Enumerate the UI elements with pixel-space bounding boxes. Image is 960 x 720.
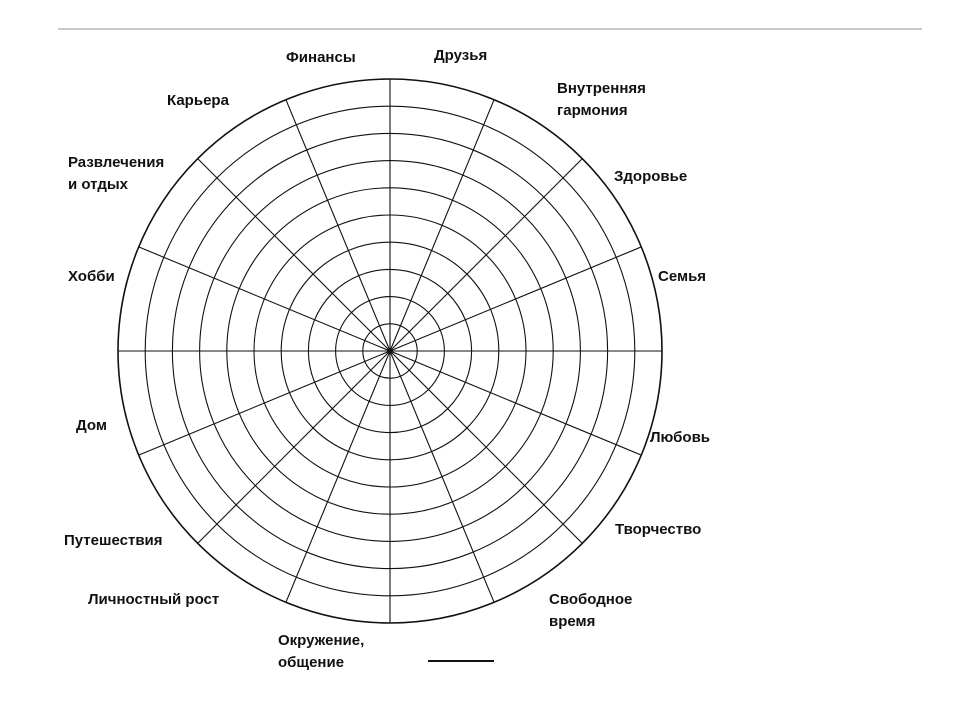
blank-write-in-line bbox=[428, 660, 494, 662]
label-finance bbox=[286, 47, 356, 69]
label-entertainment bbox=[68, 152, 164, 196]
wheel-spoke bbox=[390, 351, 582, 543]
label-creativity bbox=[615, 519, 701, 541]
label-hobby bbox=[68, 266, 115, 288]
label-finance-line-1: Финансы bbox=[286, 49, 356, 66]
label-home bbox=[76, 415, 107, 437]
label-career bbox=[167, 90, 229, 112]
label-surroundings-line-1: Окружение, bbox=[278, 632, 365, 649]
wheel-spoke bbox=[390, 351, 494, 602]
label-home-line-1: Дом bbox=[76, 417, 107, 434]
label-friends bbox=[434, 45, 487, 67]
label-career-line-1: Карьера bbox=[167, 92, 229, 109]
wheel-spoke bbox=[390, 247, 641, 351]
label-entertainment-line-1: Развлечения bbox=[68, 154, 165, 171]
label-love bbox=[650, 427, 710, 449]
wheel-spoke bbox=[286, 100, 390, 351]
wheel-spoke bbox=[390, 159, 582, 351]
label-family-line-1: Семья bbox=[658, 268, 707, 285]
label-inner-harmony-line-2: гармония bbox=[557, 102, 628, 119]
label-inner-harmony bbox=[557, 78, 646, 122]
wheel-spoke bbox=[390, 351, 641, 455]
wheel-spokes bbox=[118, 79, 662, 623]
label-personal-growth-line-1: Личностный рост bbox=[88, 591, 220, 608]
label-hobby-line-1: Хобби bbox=[68, 268, 115, 285]
label-health bbox=[614, 166, 687, 188]
wheel-spoke bbox=[390, 100, 494, 351]
label-surroundings-line-2: общение bbox=[278, 654, 345, 671]
label-entertainment-line-2: и отдых bbox=[68, 176, 128, 193]
wheel-spoke bbox=[198, 351, 390, 543]
label-personal-growth bbox=[88, 589, 219, 611]
label-travel bbox=[64, 530, 163, 552]
label-family bbox=[658, 266, 706, 288]
label-free-time-line-1: Свободное bbox=[549, 591, 633, 608]
label-inner-harmony-line-1: Внутренняя bbox=[557, 80, 646, 97]
label-free-time bbox=[549, 589, 632, 633]
label-love-line-1: Любовь bbox=[650, 429, 711, 446]
wheel-spoke bbox=[139, 351, 390, 455]
wheel-spoke bbox=[286, 351, 390, 602]
wheel-spoke bbox=[198, 159, 390, 351]
label-creativity-line-1: Творчество bbox=[615, 521, 702, 538]
label-friends-line-1: Друзья bbox=[434, 47, 488, 64]
label-health-line-1: Здоровье bbox=[614, 168, 688, 185]
label-surroundings bbox=[278, 630, 364, 674]
label-free-time-line-2: время bbox=[549, 613, 596, 630]
wheel-spoke bbox=[139, 247, 390, 351]
label-travel-line-1: Путешествия bbox=[64, 532, 163, 549]
